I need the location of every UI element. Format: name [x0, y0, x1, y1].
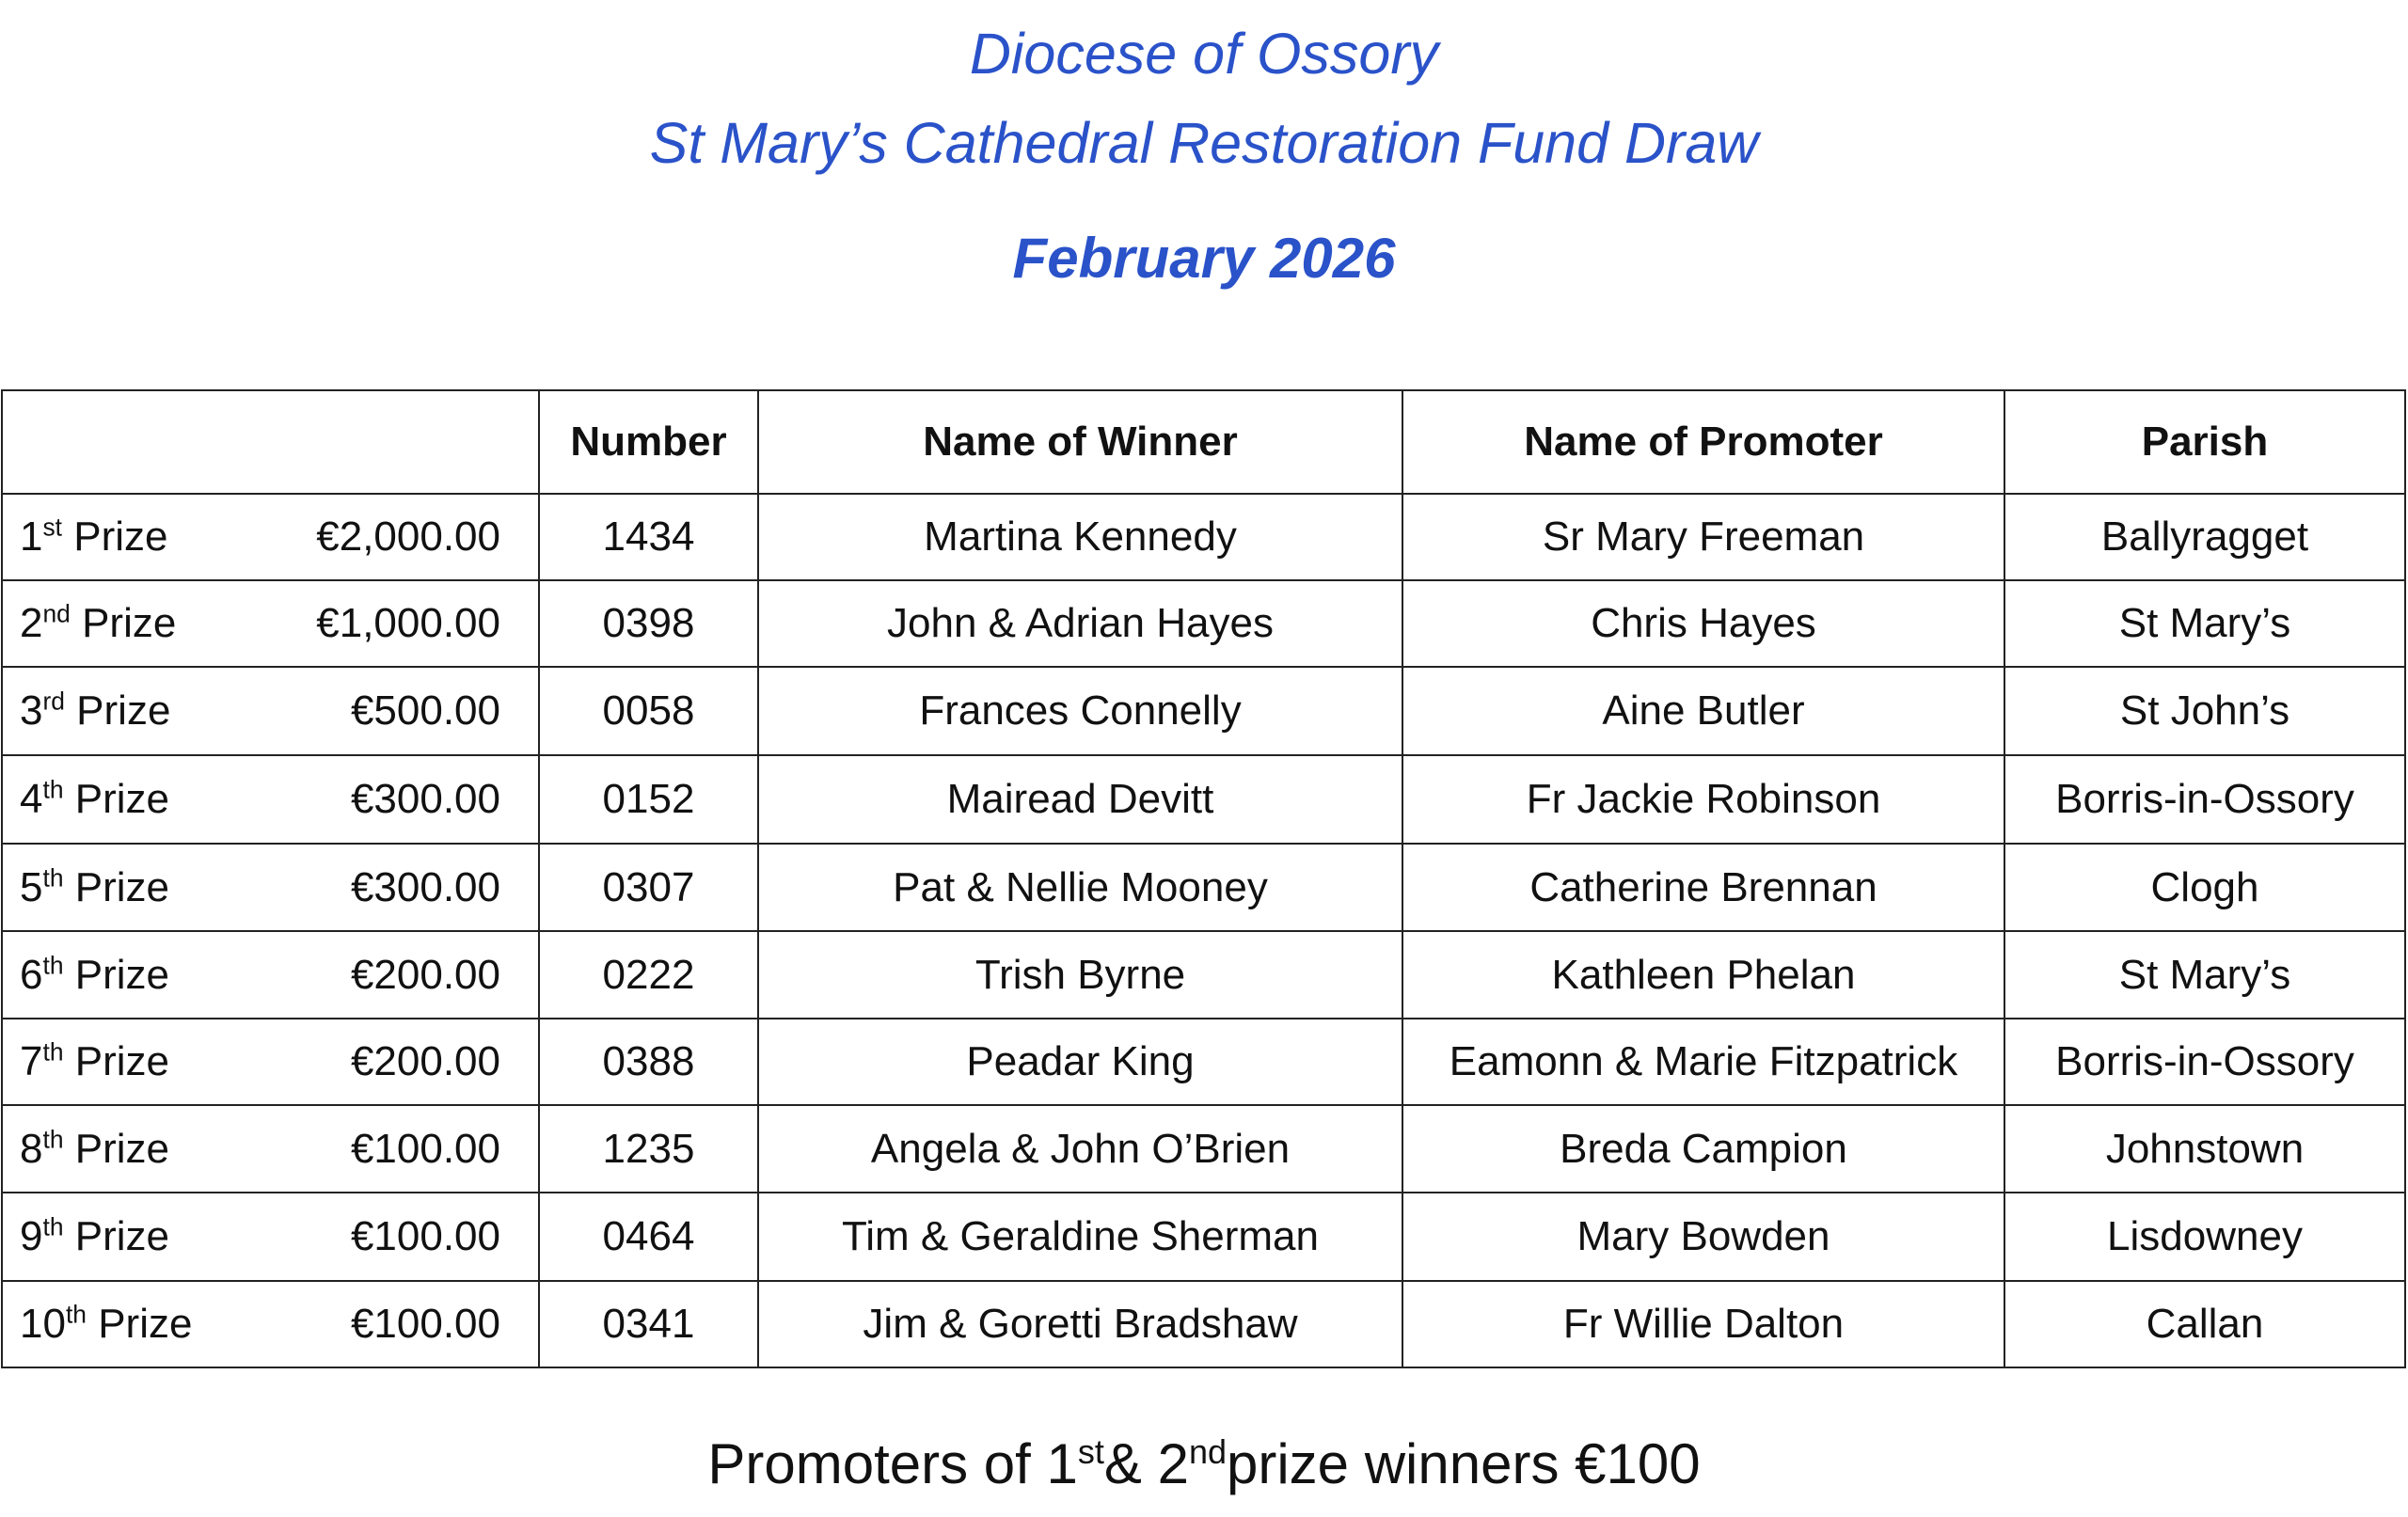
- promoter-name: Mary Bowden: [1402, 1193, 2004, 1281]
- table-row: [2, 667, 2405, 755]
- winner-name: Tim & Geraldine Sherman: [758, 1193, 1402, 1281]
- table-row: [2, 755, 2405, 844]
- ticket-number: 0388: [539, 1019, 758, 1105]
- parish-name: St Mary’s: [2004, 580, 2405, 667]
- promoter-name: Aine Butler: [1402, 667, 2004, 755]
- ticket-number: 0464: [539, 1193, 758, 1281]
- ticket-number: 0058: [539, 667, 758, 755]
- promoter-prize-note: Promoters of 1st& 2ndprize winners €100: [707, 1432, 1701, 1495]
- promoter-name: Fr Willie Dalton: [1402, 1281, 2004, 1367]
- prize-label: 8th Prize: [20, 1124, 169, 1172]
- table-header-row: [2, 390, 2405, 494]
- promoter-name: Breda Campion: [1402, 1105, 2004, 1193]
- prize-label: 3rd Prize: [20, 687, 171, 734]
- promoter-name: Catherine Brennan: [1402, 844, 2004, 931]
- prize-amount: €200.00: [350, 951, 500, 998]
- promoter-name: Fr Jackie Robinson: [1402, 755, 2004, 844]
- header-prize: [2, 390, 539, 494]
- prize-amount: €100.00: [350, 1213, 500, 1259]
- promoter-name: Kathleen Phelan: [1402, 931, 2004, 1019]
- header-number: Number: [539, 390, 758, 494]
- parish-name: St Mary’s: [2004, 931, 2405, 1019]
- prize-amount: €2,000.00: [316, 514, 500, 560]
- table-row: [2, 1193, 2405, 1281]
- prize-label: 5th Prize: [20, 862, 169, 910]
- ticket-number: 0152: [539, 755, 758, 844]
- winner-name: Jim & Goretti Bradshaw: [758, 1281, 1402, 1367]
- prize-amount: €500.00: [350, 687, 500, 734]
- prize-cell: [2, 1281, 539, 1367]
- prize-label: 6th Prize: [20, 950, 169, 998]
- table-row: [2, 844, 2405, 931]
- prize-label: 9th Prize: [20, 1212, 169, 1259]
- prize-amount: €100.00: [350, 1125, 500, 1172]
- parish-name: Borris-in-Ossory: [2004, 1019, 2405, 1105]
- results-table: [1, 389, 2406, 1368]
- winner-name: John & Adrian Hayes: [758, 580, 1402, 667]
- prize-cell: [2, 1105, 539, 1193]
- winner-name: Pat & Nellie Mooney: [758, 844, 1402, 931]
- prize-label: 2nd Prize: [20, 599, 177, 646]
- prize-amount: €200.00: [350, 1038, 500, 1084]
- ticket-number: 0398: [539, 580, 758, 667]
- parish-name: Clogh: [2004, 844, 2405, 931]
- prize-cell: [2, 755, 539, 844]
- table-row: [2, 1019, 2405, 1105]
- promoter-name: Chris Hayes: [1402, 580, 2004, 667]
- prize-cell: [2, 1019, 539, 1105]
- winner-name: Angela & John O’Brien: [758, 1105, 1402, 1193]
- draw-title: St Mary’s Cathedral Restoration Fund Draw: [649, 111, 1759, 175]
- table-row: [2, 580, 2405, 667]
- ticket-number: 0222: [539, 931, 758, 1019]
- table-row: [2, 1105, 2405, 1193]
- winner-name: Martina Kennedy: [758, 494, 1402, 580]
- table-row: [2, 931, 2405, 1019]
- header-winner: Name of Winner: [758, 390, 1402, 494]
- promoter-name: Sr Mary Freeman: [1402, 494, 2004, 580]
- prize-amount: €1,000.00: [316, 600, 500, 646]
- parish-name: Borris-in-Ossory: [2004, 755, 2405, 844]
- promoter-name: Eamonn & Marie Fitzpatrick: [1402, 1019, 2004, 1105]
- winner-name: Frances Connelly: [758, 667, 1402, 755]
- prize-label: 1st Prize: [20, 513, 168, 560]
- parish-name: St John’s: [2004, 667, 2405, 755]
- winner-name: Trish Byrne: [758, 931, 1402, 1019]
- parish-name: Callan: [2004, 1281, 2405, 1367]
- header-parish: Parish: [2004, 390, 2405, 494]
- parish-name: Lisdowney: [2004, 1193, 2405, 1281]
- prize-cell: [2, 1193, 539, 1281]
- prize-amount: €300.00: [350, 776, 500, 822]
- draw-month: February 2026: [1012, 227, 1396, 290]
- header-promoter: Name of Promoter: [1402, 390, 2004, 494]
- prize-amount: €100.00: [350, 1301, 500, 1347]
- parish-name: Johnstown: [2004, 1105, 2405, 1193]
- winner-name: Mairead Devitt: [758, 755, 1402, 844]
- table-row: [2, 1281, 2405, 1367]
- parish-name: Ballyragget: [2004, 494, 2405, 580]
- prize-amount: €300.00: [350, 863, 500, 910]
- prize-cell: [2, 580, 539, 667]
- prize-label: 10th Prize: [20, 1300, 193, 1347]
- ticket-number: 0341: [539, 1281, 758, 1367]
- ticket-number: 1235: [539, 1105, 758, 1193]
- prize-cell: [2, 931, 539, 1019]
- table-row: [2, 494, 2405, 580]
- winner-name: Peadar King: [758, 1019, 1402, 1105]
- ticket-number: 1434: [539, 494, 758, 580]
- prize-cell: [2, 844, 539, 931]
- prize-cell: [2, 667, 539, 755]
- diocese-title: Diocese of Ossory: [969, 22, 1439, 86]
- prize-cell: [2, 494, 539, 580]
- ticket-number: 0307: [539, 844, 758, 931]
- prize-label: 4th Prize: [20, 775, 169, 822]
- prize-label: 7th Prize: [20, 1037, 169, 1084]
